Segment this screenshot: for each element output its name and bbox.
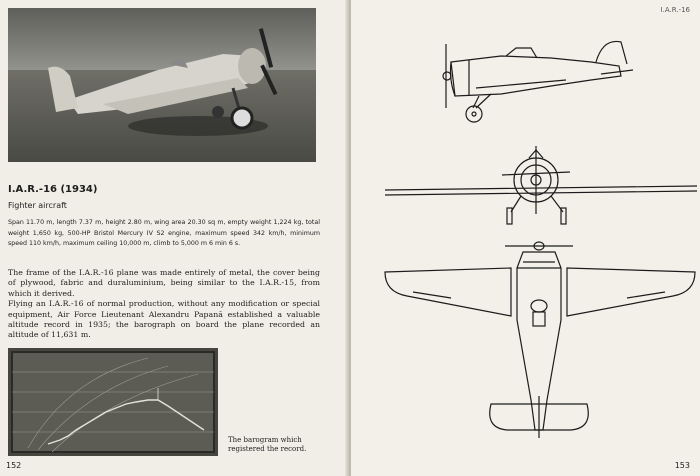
left-page (0, 0, 349, 476)
paragraph-2: Flying an I.A.R.-16 of normal production, without any modification or special equipment, Air Force Lieutenant Alexandru Papană established a valuable altitude record in 1935; the barograph on board the plane recorded an altitude of 11,631 m. (8, 299, 320, 340)
barogram-photo (8, 348, 218, 456)
side-view-drawing (443, 41, 633, 122)
page-number-left: 152 (6, 461, 22, 470)
aircraft-heading: I.A.R.-16 (1934) (8, 184, 98, 195)
specifications-text: Span 11.70 m, length 7.37 m, height 2.80 m, wing area 20.30 sq m, empty weight 1,224 kg, total weight 1,650 kg, 500-HP Bristol Mercury IV S2 engine, maximum speed 342 km/h, minimum speed 110 km/h, maximum ceiling 10,000 m, climb to 5,000 m 6 min 6 s. (8, 219, 320, 247)
right-page (351, 0, 700, 476)
three-view-drawing (351, 0, 700, 476)
paragraph-1: The frame of the I.A.R.-16 plane was made entirely of metal, the cover being of plywood, fabric and duraluminium, being similar to the I.A.R.-15, from which it derived. (8, 268, 320, 298)
front-view-drawing (385, 146, 697, 224)
top-view-drawing (385, 242, 695, 438)
barogram-caption: The barogram which registered the record. (228, 436, 307, 453)
body-text (8, 268, 320, 341)
aircraft-type: Fighter aircraft (8, 201, 67, 210)
aircraft-photo (8, 8, 316, 162)
page-number-right: 153 (674, 461, 690, 470)
running-head: I.A.R.-16 (660, 6, 690, 14)
